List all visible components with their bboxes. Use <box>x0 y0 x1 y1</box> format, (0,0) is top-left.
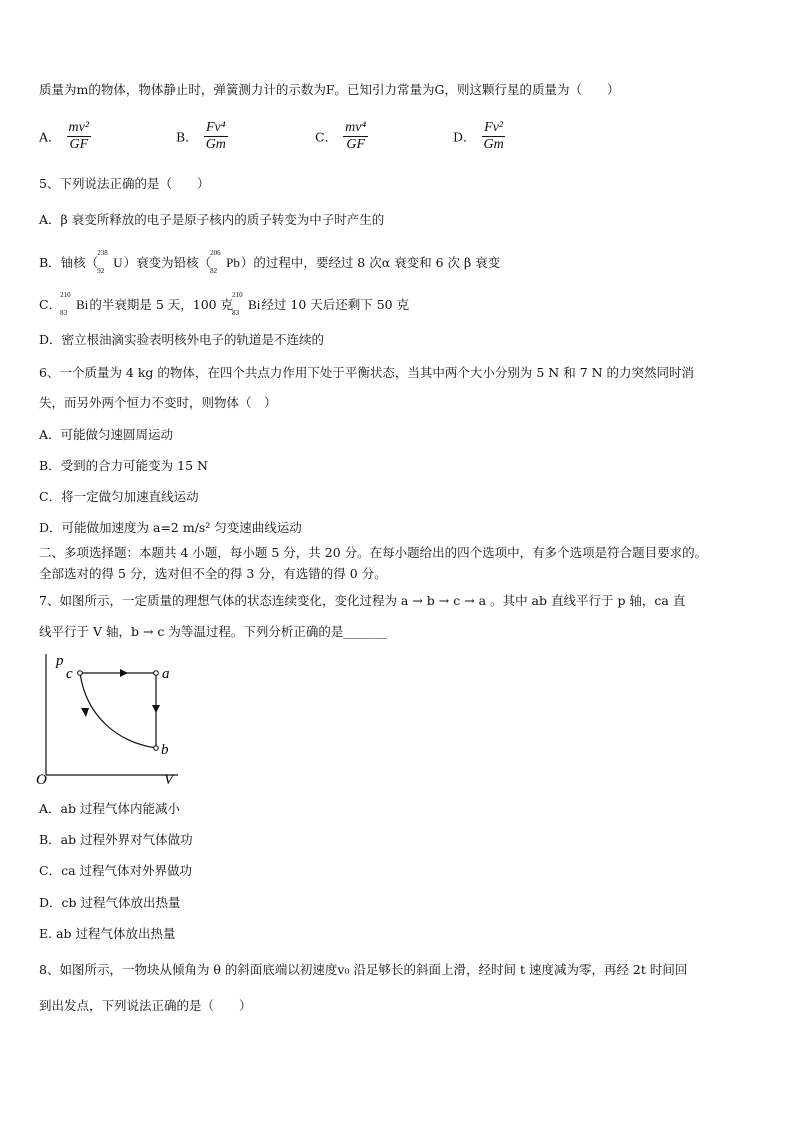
q4-option-c[interactable]: C． $\frac{\text{mv⁴}}{GF}$ <box>315 120 367 152</box>
fraction: $\frac{\text{Fv²}}{Gm}$ <box>483 120 504 152</box>
q5-option-d[interactable]: D．密立根油滴实验表明核外电子的轨道是不连续的 <box>39 332 325 347</box>
q8-stem-line2: 到出发点，下列说法正确的是（ ） <box>39 998 252 1013</box>
section-heading-line1: 二、多项选择题：本题共 4 小题，每小题 5 分，共 20 分。在每小题给出的四个选项中，有多个选项是符合题目要求的。 <box>39 545 708 560</box>
q8-stem-line1: 8、如图所示，一物块从倾角为 θ 的斜面底端以初速度v₀ 沿足够长的斜面上滑，经时间 t 速度减为零，再经 2t 时间回 <box>39 962 688 977</box>
q6-option-c[interactable]: C．将一定做匀加速直线运动 <box>39 489 199 504</box>
q6-option-b[interactable]: B．受到的合力可能变为 15 N <box>39 458 208 473</box>
label-c: c <box>66 666 73 682</box>
q5-option-c[interactable]: C． 210 83 Bi的半衰期是 5 天，100 克 210 83 Bi经过 10 天后还剩下 50 克 <box>39 291 410 317</box>
axis-label-p: p <box>56 653 64 669</box>
point-c <box>78 671 83 676</box>
origin-label: O <box>36 772 47 785</box>
arrow-ab <box>152 705 160 713</box>
isotherm-bc <box>80 673 156 748</box>
label-a: a <box>162 666 170 682</box>
q7-stem-line2: 线平行于 V 轴，b → c 为等温过程。下列分析正确的是_______ <box>39 624 388 639</box>
q4-option-a[interactable]: A． $\frac{\text{mv²}}{GF}$ <box>39 120 90 152</box>
fraction: $\frac{\text{mv²}}{GF}$ <box>68 120 90 152</box>
q7-stem-line1: 7、如图所示，一定质量的理想气体的状态连续变化，变化过程为 a → b → c → a 。其中 ab 直线平行于 p 轴，ca 直 <box>39 593 686 608</box>
bismuth-nuclide: 210 83 Bi <box>232 291 261 317</box>
q4-option-b[interactable]: B． $\frac{\text{Fv⁴}}{Gm}$ <box>176 120 226 152</box>
label-b: b <box>161 742 169 758</box>
pv-diagram <box>36 650 186 785</box>
q5-option-a[interactable]: A．β 衰变所释放的电子是原子核内的质子转变为中子时产生的 <box>39 212 385 227</box>
point-a <box>154 671 159 676</box>
lead-nuclide: 206 82 Pb <box>210 249 240 275</box>
q5-option-b[interactable]: B．铀核（ 238 92 U）衰变为铅核（ 206 82 Pb）的过程中，要经过 8 次α 衰变和 6 次 β 衰变 <box>39 249 501 275</box>
q7-option-e[interactable]: E. ab 过程气体放出热量 <box>39 926 176 941</box>
uranium-nuclide: 238 92 U <box>97 249 123 275</box>
fraction: $\frac{\text{mv⁴}}{GF}$ <box>345 120 367 152</box>
q6-option-a[interactable]: A．可能做匀速圆周运动 <box>39 427 174 442</box>
q7-option-d[interactable]: D．cb 过程气体放出热量 <box>39 895 181 910</box>
q4-option-d[interactable]: D． $\frac{\text{Fv²}}{Gm}$ <box>453 120 504 152</box>
q7-option-a[interactable]: A．ab 过程气体内能减小 <box>39 801 180 816</box>
axis-label-v: V <box>164 772 174 785</box>
bismuth-nuclide: 210 83 Bi <box>60 291 89 317</box>
q7-option-c[interactable]: C．ca 过程气体对外界做功 <box>39 863 192 878</box>
q6-stem-line2: 失，而另外两个恒力不变时，则物体（ ） <box>39 395 277 410</box>
q7-option-b[interactable]: B．ab 过程外界对气体做功 <box>39 832 193 847</box>
q6-option-d[interactable]: D．可能做加速度为 a=2 m/s² 匀变速曲线运动 <box>39 520 302 535</box>
fraction: $\frac{\text{Fv⁴}}{Gm}$ <box>205 120 226 152</box>
point-b <box>154 746 159 751</box>
q4-stem-tail: 质量为m的物体，物体静止时，弹簧测力计的示数为F。已知引力常量为G，则这颗行星的质量为（ ） <box>39 82 620 97</box>
q5-stem: 5、下列说法正确的是（ ） <box>39 176 210 191</box>
arrow-bc <box>81 708 89 717</box>
q6-stem-line1: 6、一个质量为 4 kg 的物体，在四个共点力作用下处于平衡状态，当其中两个大小分别为 5 N 和 7 N 的力突然同时消 <box>39 365 695 380</box>
arrow-ca <box>120 669 128 677</box>
section-heading-line2: 全部选对的得 5 分，选对但不全的得 3 分，有选错的得 0 分。 <box>39 566 387 581</box>
